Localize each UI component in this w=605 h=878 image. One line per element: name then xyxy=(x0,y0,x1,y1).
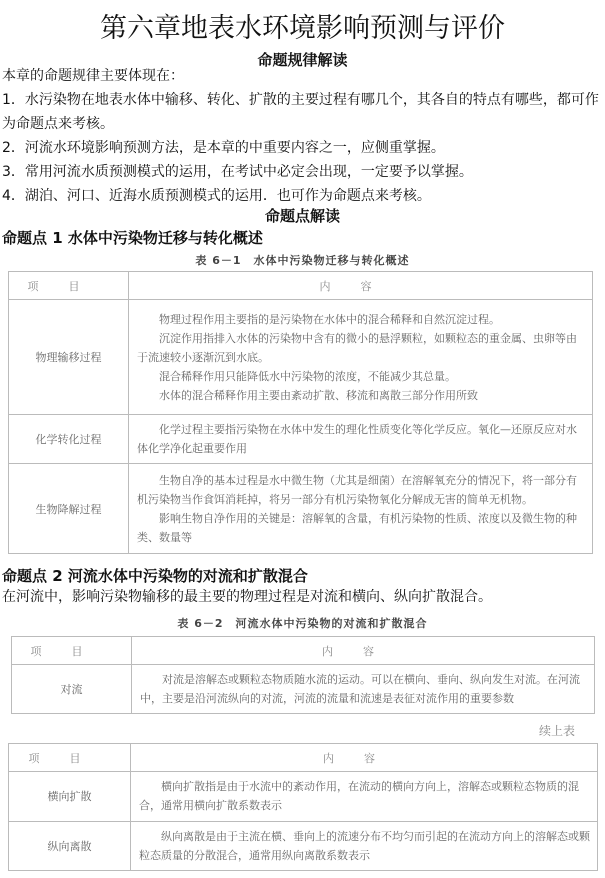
header-item: 项目 xyxy=(9,272,129,300)
row-content: 化学过程主要指污染物在水体中发生的理化性质变化等化学反应。氧化—还原反应对水体化学净化起重要作用 xyxy=(137,423,577,456)
row-content: 物理过程作用主要指的是污染物在水体中的混合稀释和自然沉淀过程。 xyxy=(159,312,500,326)
intro-text: 本章的命题规律主要体现在： xyxy=(2,68,184,84)
table-6-2-continued xyxy=(8,743,598,871)
row-content: 横向扩散指是由于水流中的紊动作用，在流动的横向方向上，溶解态或颗粒态物质的混合，通常用横向扩散系数表示 xyxy=(139,780,579,813)
point-heading: 命题点 1 水体中污染物迁移与转化概述 xyxy=(2,229,263,247)
table-row xyxy=(12,665,595,714)
point-heading: 命题点 2 河流水体中污染物的对流和扩散混合 xyxy=(2,567,308,585)
header-item: 项目 xyxy=(12,637,132,665)
table-6-1 xyxy=(8,271,593,554)
row-content: 沉淀作用指排入水体的污染物中含有的微小的悬浮颗粒，如颗粒态的重金属、虫卵等由于流速较小逐渐沉到水底。 xyxy=(137,331,577,364)
table-row xyxy=(9,300,593,415)
row-item: 生物降解过程 xyxy=(9,464,129,554)
table-row xyxy=(9,821,598,871)
header-content: 内容 xyxy=(131,744,598,772)
table-row xyxy=(9,772,598,822)
row-item: 对流 xyxy=(12,665,132,714)
rule-item: 1．水污染物在地表水体中输移、转化、扩散的主要过程有哪几个，其各自的特点有哪些，都可作为命题点来考核。 xyxy=(2,92,599,132)
row-content: 影响生物自净作用的关键是：溶解氧的含量，有机污染物的性质、浓度以及微生物的种类、数量等 xyxy=(137,511,577,544)
table-row xyxy=(9,464,593,554)
header-content: 内容 xyxy=(132,637,595,665)
table-caption: 表 6－2 河流水体中污染物的对流和扩散混合 xyxy=(177,617,428,630)
row-item: 横向扩散 xyxy=(9,772,131,822)
row-content: 纵向离散是由于主流在横、垂向上的流速分布不均匀而引起的在流动方向上的溶解态或颗粒态质量的分散混合，通常用纵向离散系数表示 xyxy=(139,829,590,862)
header-item: 项目 xyxy=(9,744,131,772)
table-caption: 表 6－1 水体中污染物迁移与转化概述 xyxy=(195,254,410,267)
section-heading: 命题规律解读 xyxy=(257,51,348,69)
table-row xyxy=(9,415,593,464)
row-content: 混合稀释作用只能降低水中污染物的浓度，不能减少其总量。 xyxy=(159,369,456,383)
section-heading: 命题点解读 xyxy=(264,207,340,225)
row-content: 生物自净的基本过程是水中微生物（尤其是细菌）在溶解氧充分的情况下，将一部分有机污染物当作食饵消耗掉，将另一部分有机污染物氧化分解成无害的简单无机物。 xyxy=(137,473,577,506)
page-title: 第六章地表水环境影响预测与评价 xyxy=(100,13,505,44)
row-content: 水体的混合稀释作用主要由紊动扩散、移流和离散三部分作用所致 xyxy=(159,388,478,402)
rule-item: 2．河流水环境影响预测方法，是本章的中重要内容之一，应侧重掌握。 xyxy=(2,140,445,156)
table-6-2 xyxy=(11,636,595,714)
continued-label: 续上表 xyxy=(538,724,575,738)
row-item: 物理输移过程 xyxy=(9,300,129,415)
row-content: 对流是溶解态或颗粒态物质随水流的运动。可以在横向、垂向、纵向发生对流。在河流中，主要是沿河流纵向的对流，河流的流量和流速是表征对流作用的重要参数 xyxy=(140,673,580,705)
point-intro: 在河流中，影响污染物输移的最主要的物理过程是对流和横向、纵向扩散混合。 xyxy=(2,589,492,605)
rule-item: 3．常用河流水质预测模式的运用，在考试中必定会出现，一定要予以掌握。 xyxy=(2,164,473,180)
rule-item: 4．湖泊、河口、近海水质预测模式的运用．也可作为命题点来考核。 xyxy=(2,188,431,204)
header-content: 内容 xyxy=(129,272,593,300)
row-item: 化学转化过程 xyxy=(9,415,129,464)
row-item: 纵向离散 xyxy=(9,821,131,871)
